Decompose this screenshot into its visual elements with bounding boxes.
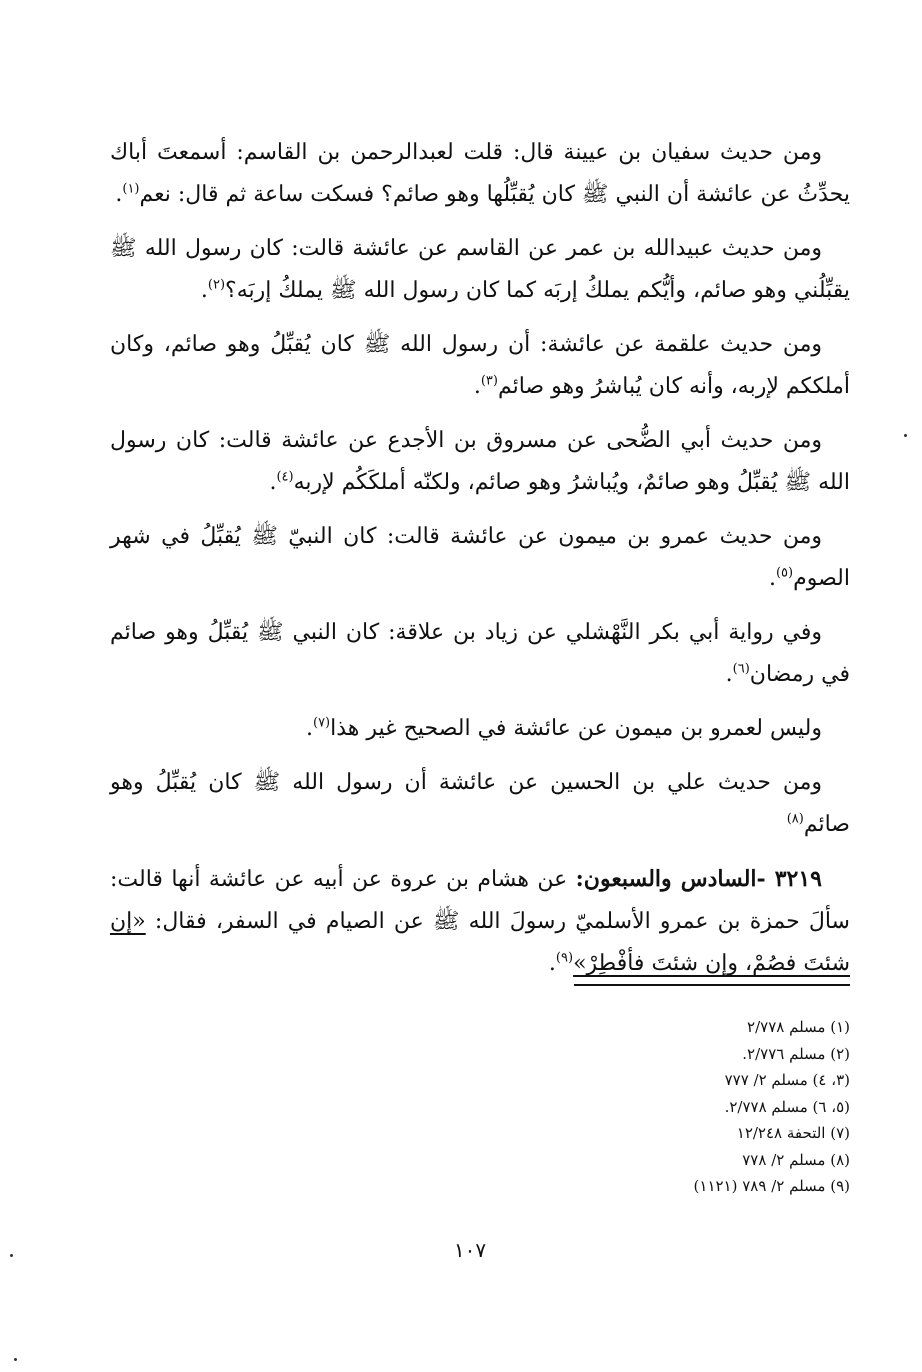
page-number: ١٠٧ <box>453 1238 487 1262</box>
scan-speck <box>904 434 907 437</box>
footnote-ref[interactable]: (٧) <box>312 715 331 731</box>
paragraph-text: ومن حديث سفيان بن عيينة قال: قلت لعبدالرحمن بن القاسم: أسمعتَ أباك يحدِّثُ عن عائشة أن النبي ﷺ كان يُقبِّلُها وهو صائم؟ فسكت ساعة ثم قال: نعم <box>110 140 850 207</box>
scan-speck <box>10 1254 13 1257</box>
paragraph-7: وليس لعمرو بن ميمون عن عائشة في الصحيح غير هذا$^{(٧)}$. <box>305 715 822 741</box>
footnote-5-6: (٥، ٦) مسلم ٢/٧٧٨. <box>724 1097 850 1116</box>
footnote-ref[interactable]: (١) <box>122 181 140 197</box>
paragraph-text: عن هشام بن عروة عن أبيه عن عائشة أنها قالت: سألَ حمزة بن عمرو الأسلميّ رسولَ الله ﷺ عن الصيام في السفر، فقال: <box>110 867 850 934</box>
footnote-ref[interactable]: (٨) <box>786 811 804 827</box>
footnote-ref[interactable]: (٥) <box>775 565 794 581</box>
scan-speck <box>14 1358 17 1361</box>
footnote-ref[interactable]: (٢) <box>207 277 226 293</box>
paragraph-text: ومن حديث عمرو بن ميمون عن عائشة قالت: كان النبيّ ﷺ يُقبِّلُ في شهر الصوم <box>110 524 850 591</box>
hadith-heading: ٣٢١٩ -السادس والسبعون: <box>575 866 822 892</box>
footnote-7: (٧) التحفة ١٢/٢٤٨ <box>736 1124 850 1142</box>
paragraph-4: ومن حديث أبي الضُّحى عن مسروق بن الأجدع عن عائشة قالت: كان رسول الله ﷺ يُقبِّلُ وهو صائمٌ، ويُباشرُ وهو صائم، ولكنّه أملكَكُم لإربه$^{(٤)}$. <box>110 428 850 495</box>
footnote-3-4: (٣، ٤) مسلم ٢/ ٧٧٧ <box>724 1071 850 1089</box>
paragraph-text: وليس لعمرو بن ميمون عن عائشة في الصحيح غير هذا <box>330 716 822 741</box>
paragraph-9: ٣٢١٩ -السادس والسبعون: عن هشام بن عروة عن أبيه عن عائشة أنها قالت: سألَ حمزة بن عمرو الأسلميّ رسولَ الله ﷺ عن الصيام في السفر، فقال: «إن شئتَ فصُمْ، وإن شئتَ فأفْطِرْ»$^{(٩)}$. <box>110 866 850 976</box>
hadith-quote: «إن شئتَ فصُمْ، وإن شئتَ فأفْطِرْ» <box>110 909 850 976</box>
paragraph-2: ومن حديث عبيدالله بن عمر عن القاسم عن عائشة قالت: كان رسول الله ﷺ يقبِّلُني وهو صائم، وأيُّكم يملكُ إربَه كما كان رسول الله ﷺ يملكُ إربَه؟$^{(٢)}$. <box>110 236 850 303</box>
paragraph-6: وفي رواية أبي بكر النَّهْشلي عن زياد بن علاقة: كان النبي ﷺ يُقبِّلُ وهو صائم في رمضان$^{(٦)}$. <box>110 620 850 687</box>
paragraph-1: ومن حديث سفيان بن عيينة قال: قلت لعبدالرحمن بن القاسم: أسمعتَ أباك يحدِّثُ عن عائشة أن النبي ﷺ كان يُقبِّلُها وهو صائم؟ فسكت ساعة ثم قال: نعم$^{(١)}$. <box>110 140 850 207</box>
footnotes <box>694 1014 850 1200</box>
footnote-9: (٩) مسلم ٢/ ٧٨٩ (١١٢١) <box>693 1177 850 1195</box>
footnote-1: (١) مسلم ٢/٧٧٨ <box>747 1018 850 1036</box>
paragraph-text: ومن حديث علي بن الحسين عن عائشة أن رسول الله ﷺ كان يُقبِّلُ وهو صائم <box>110 770 850 837</box>
footnote-ref[interactable]: (٣) <box>480 373 498 389</box>
main-text <box>110 132 850 997</box>
footnote-separator <box>574 984 850 986</box>
footnote-8: (٨) مسلم ٢/ ٧٧٨ <box>742 1150 850 1169</box>
paragraph-3: ومن حديث علقمة عن عائشة: أن رسول الله ﷺ كان يُقبِّلُ وهو صائم، وكان أملككم لإربه، وأنه كان يُباشرُ وهو صائم$^{(٣)}$. <box>110 332 850 399</box>
paragraph-text: ومن حديث علقمة عن عائشة: أن رسول الله ﷺ كان يُقبِّلُ وهو صائم، وكان أملككم لإربه، وأنه كان يُباشرُ وهو صائم <box>110 332 850 399</box>
footnote-2: (٢) مسلم ٢/٧٧٦. <box>742 1044 850 1063</box>
paragraph-8 <box>110 762 850 846</box>
footnote-ref[interactable]: (٦) <box>732 661 750 677</box>
paragraph-5: ومن حديث عمرو بن ميمون عن عائشة قالت: كان النبيّ ﷺ يُقبِّلُ في شهر الصوم$^{(٥)}$. <box>110 524 850 591</box>
paragraph-text: ومن حديث أبي الضُّحى عن مسروق بن الأجدع عن عائشة قالت: كان رسول الله ﷺ يُقبِّلُ وهو صائمٌ، ويُباشرُ وهو صائم، ولكنّه أملكَكُم لإربه <box>110 428 850 495</box>
footnote-ref[interactable]: (٤) <box>276 469 294 485</box>
paragraph-text: وفي رواية أبي بكر النَّهْشلي عن زياد بن علاقة: كان النبي ﷺ يُقبِّلُ وهو صائم في رمضان <box>110 620 850 687</box>
footnote-ref[interactable]: (٩) <box>555 950 574 966</box>
paragraph-text: ومن حديث عبيدالله بن عمر عن القاسم عن عائشة قالت: كان رسول الله ﷺ يقبِّلُني وهو صائم، وأيُّكم يملكُ إربَه كما كان رسول الله ﷺ يملكُ إربَه؟ <box>110 236 850 303</box>
